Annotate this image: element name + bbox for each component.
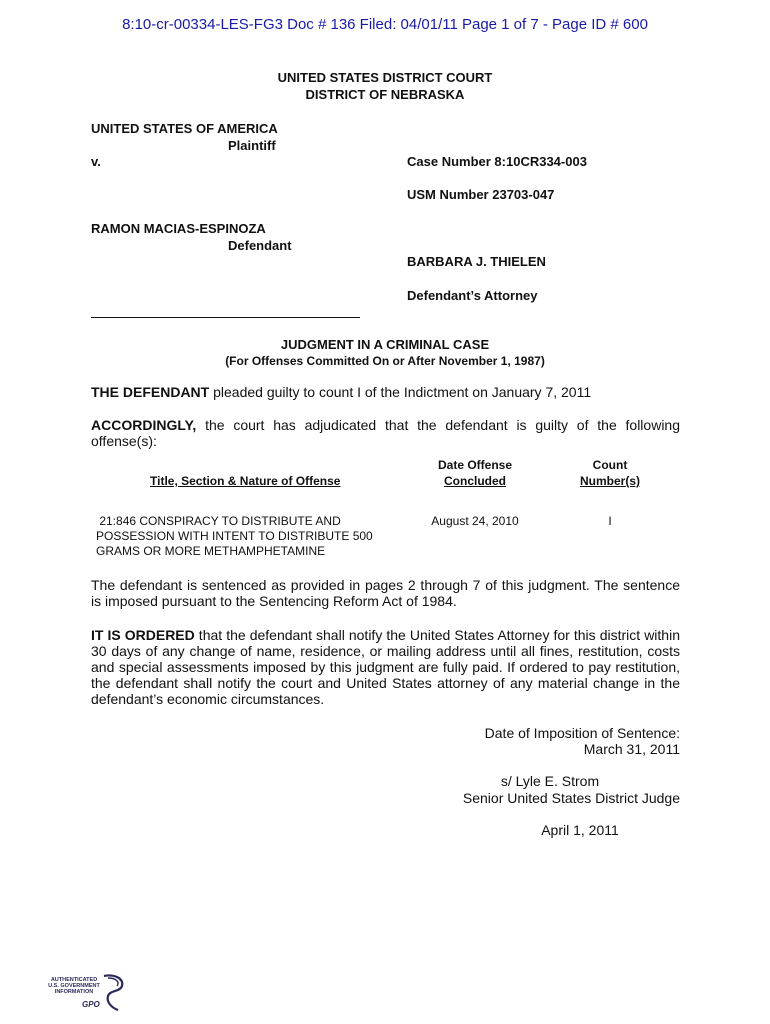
judgment-title: JUDGMENT IN A CRIMINAL CASE xyxy=(280,337,490,352)
adjudication-lead: ACCORDINGLY, xyxy=(91,417,197,433)
adjudication-paragraph xyxy=(91,417,680,449)
header-date-line2: Concluded xyxy=(444,474,506,488)
gpo-line-3: INFORMATION xyxy=(54,989,94,995)
header-count-line1: Count xyxy=(592,458,628,472)
attorney-role: Defendant’s Attorney xyxy=(407,288,538,303)
offense-line-3: GRAMS OR MORE METHAMPHETAMINE xyxy=(96,544,326,558)
judge-signature: s/ Lyle E. Strom xyxy=(500,773,600,789)
court-district: DISTRICT OF NEBRASKA xyxy=(305,87,465,102)
adjudication-text: the court has adjudicated that the defendant is guilty of the following offense(s): xyxy=(91,417,680,449)
gpo-line-2: U.S. GOVERNMENT xyxy=(48,983,100,989)
document-stamp: 8:10-cr-00334-LES-FG3 Doc # 136 Filed: 04/01/11 Page 1 of 7 - Page ID # 600 xyxy=(122,16,648,33)
sentence-paragraph: The defendant is sentenced as provided in pages 2 through 7 of this judgment. The sentence is imposed pursuant to the Sentencing Reform Act of 1984. xyxy=(91,577,680,609)
offense-line-2: POSSESSION WITH INTENT TO DISTRIBUTE 500 xyxy=(96,529,373,543)
signature-date: April 1, 2011 xyxy=(541,822,619,838)
plea-lead: THE DEFENDANT xyxy=(91,384,210,400)
header-offense-title: Title, Section & Nature of Offense xyxy=(150,474,341,488)
judgment-subtitle: (For Offenses Committed On or After November 1, 1987) xyxy=(225,354,545,368)
plaintiff-role: Plaintiff xyxy=(228,138,276,153)
header-count-line2: Number(s) xyxy=(579,474,640,488)
offense-count: I xyxy=(608,514,612,528)
judge-title: Senior United States District Judge xyxy=(462,790,680,806)
plea-paragraph xyxy=(91,384,680,400)
gpo-eagle-icon xyxy=(98,972,128,1014)
defendant-name: RAMON MACIAS-ESPINOZA xyxy=(91,221,266,236)
gpo-line-1: AUTHENTICATED xyxy=(50,977,98,983)
versus: v. xyxy=(91,154,101,169)
attorney-name: BARBARA J. THIELEN xyxy=(407,254,546,269)
offense-date: August 24, 2010 xyxy=(431,514,519,528)
plaintiff-name: UNITED STATES OF AMERICA xyxy=(91,121,278,136)
gpo-mark: GPO xyxy=(82,1000,100,1009)
plea-text: pleaded guilty to count I of the Indictment on January 7, 2011 xyxy=(209,384,592,400)
order-text: that the defendant shall notify the United States Attorney for this district within 30 days of any change of name, residence, or mailing address until all fines, restitution, costs and special assessments imposed by this judgment are fully paid. If ordered to pay restitution, the defendant shall notify the court and United States attorney of any material change in the defendant’s economic circumstances. xyxy=(91,627,680,707)
usm-number: USM Number 23703-047 xyxy=(407,187,555,202)
offense-line-1: 21:846 CONSPIRACY TO DISTRIBUTE AND xyxy=(96,514,341,528)
gpo-authentication-text xyxy=(44,977,104,995)
imposition-label: Date of Imposition of Sentence: xyxy=(484,725,680,741)
court-name: UNITED STATES DISTRICT COURT xyxy=(277,70,493,85)
case-number: Case Number 8:10CR334-003 xyxy=(407,154,587,169)
order-paragraph xyxy=(91,627,680,707)
defendant-role: Defendant xyxy=(228,238,292,253)
table-row-offense xyxy=(96,514,373,559)
header-date-line1: Date Offense xyxy=(437,458,513,472)
imposition-date: March 31, 2011 xyxy=(583,741,680,757)
caption-divider xyxy=(91,317,360,318)
order-lead: IT IS ORDERED xyxy=(91,627,195,643)
